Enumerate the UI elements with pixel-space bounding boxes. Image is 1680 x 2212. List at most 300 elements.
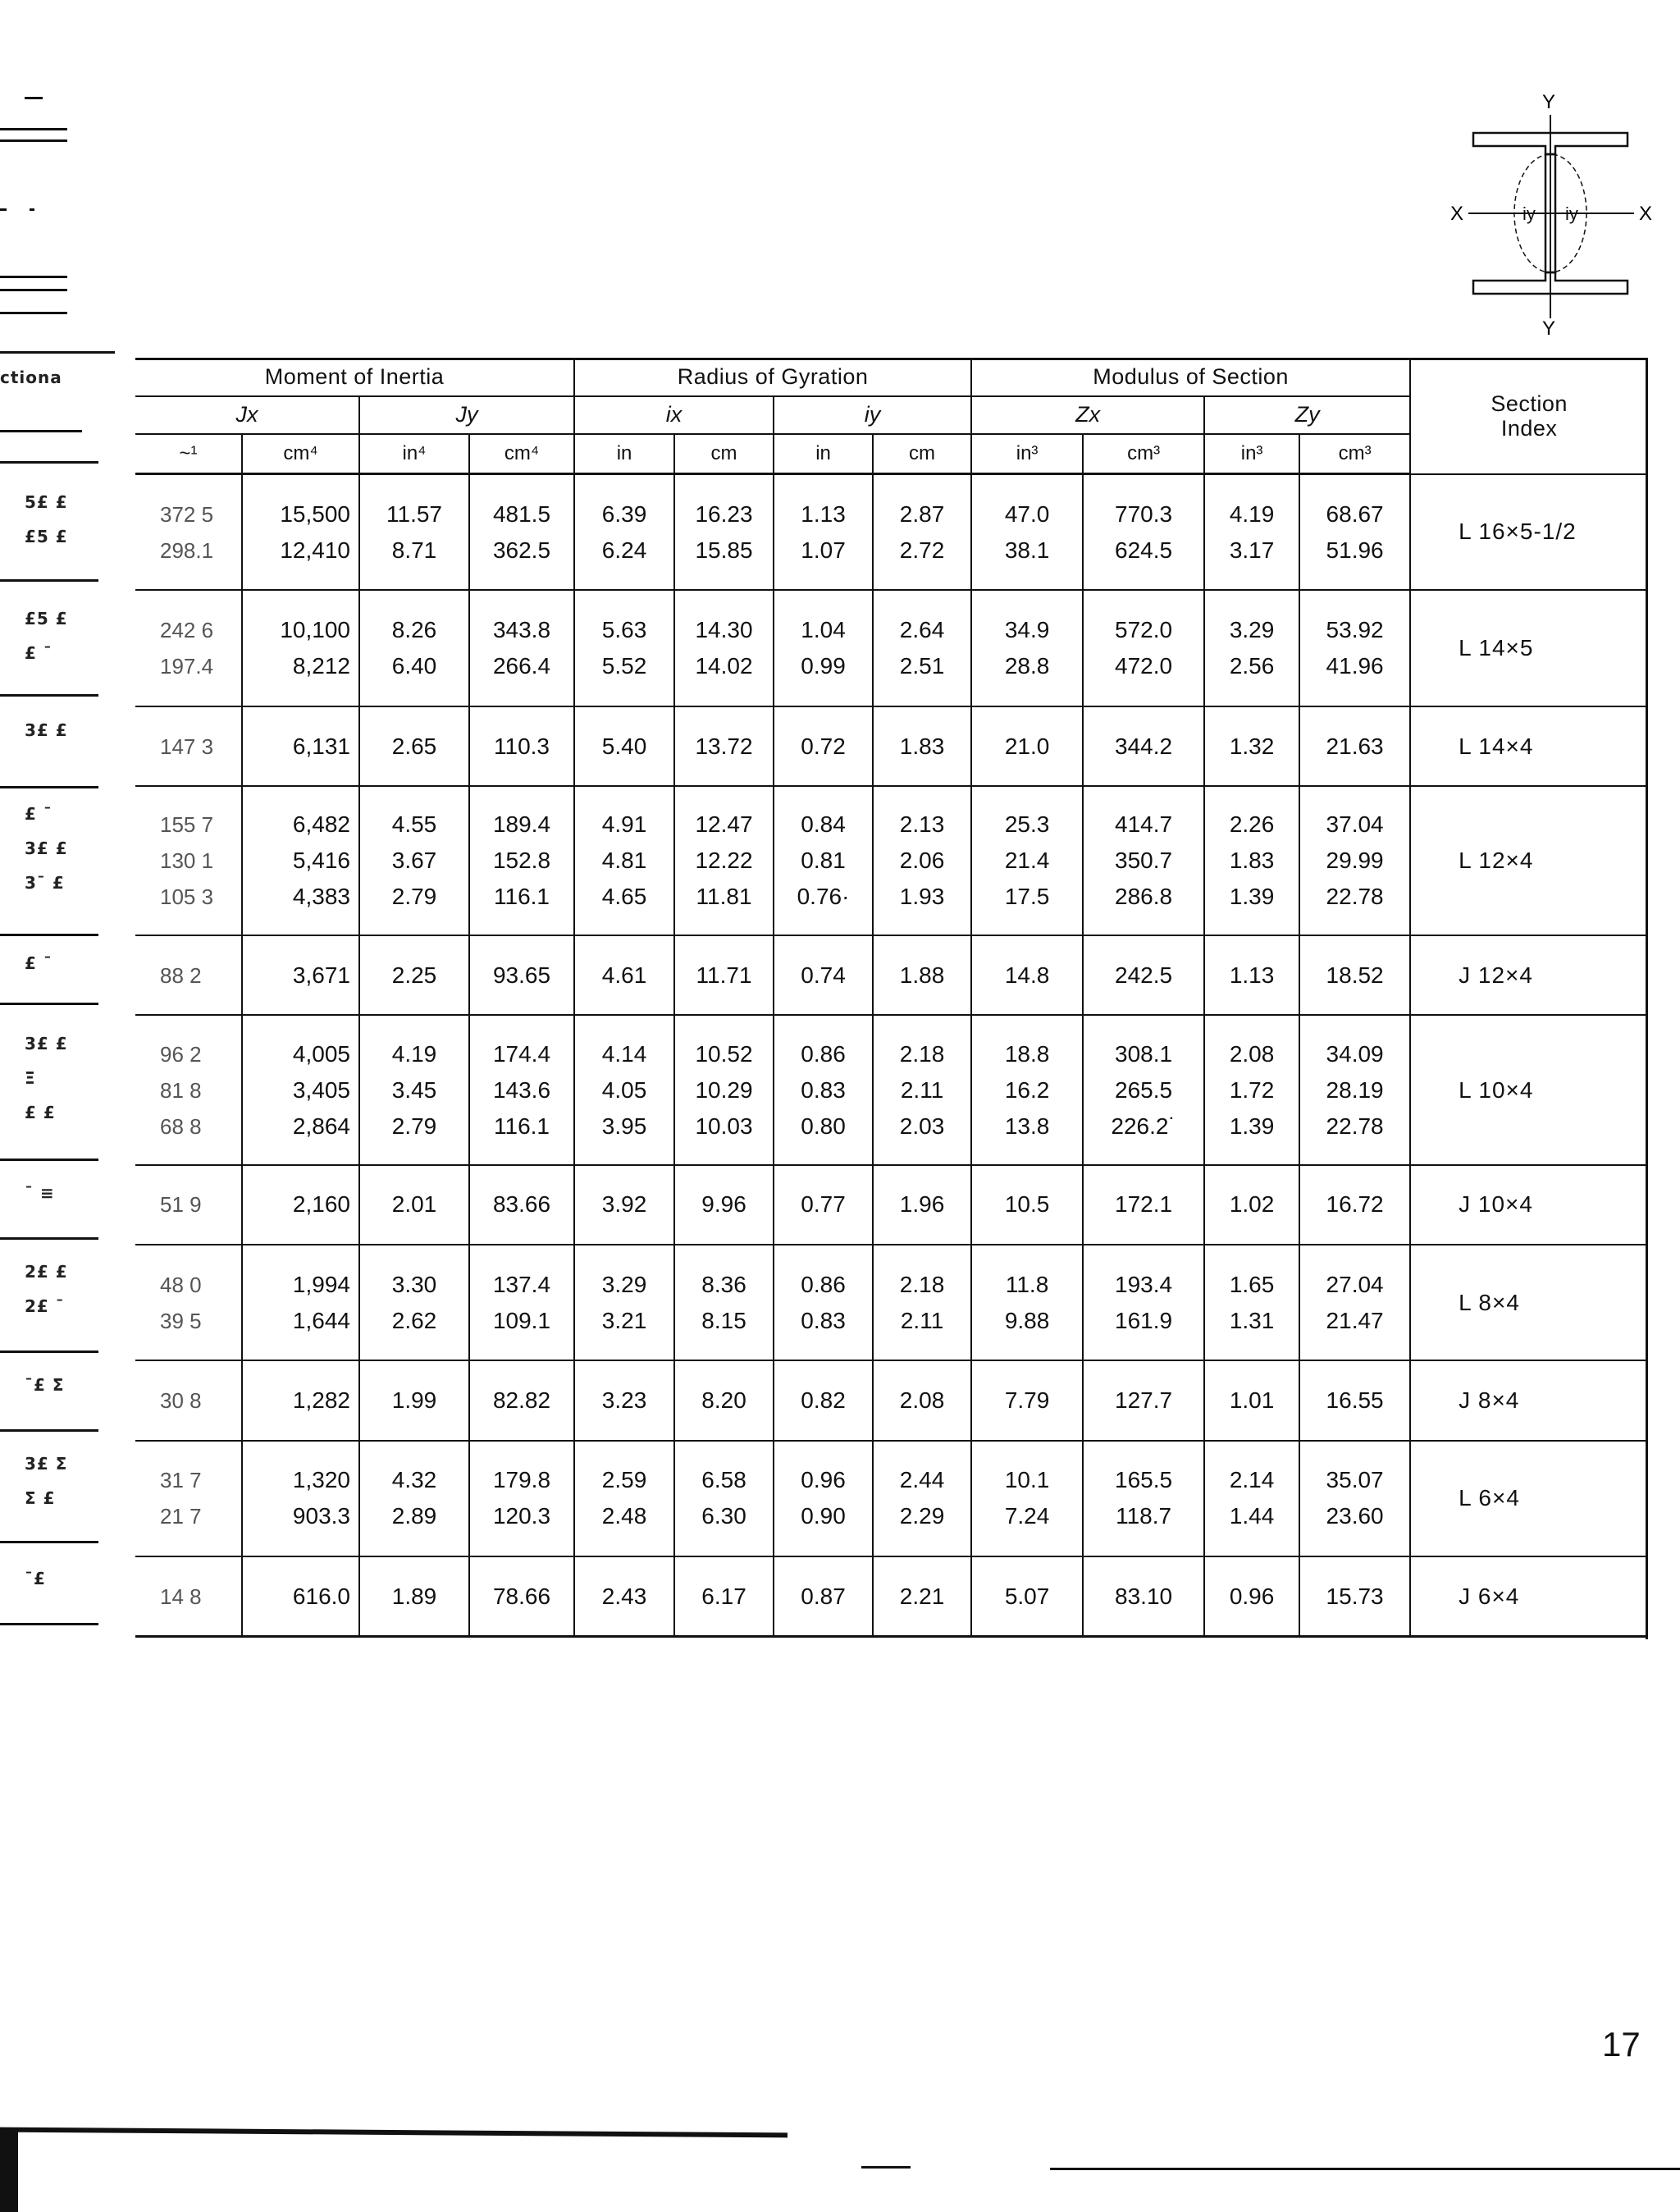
axis-x-left-label: X <box>1449 203 1464 225</box>
partial-area-cell <box>135 590 242 706</box>
data-cell-value: 21.47 <box>1326 1307 1384 1333</box>
data-cell-value: 38.1 <box>1004 537 1050 563</box>
data-cell <box>1204 1360 1299 1440</box>
unit-header: in <box>774 434 873 474</box>
data-cell <box>674 590 774 706</box>
data-cell <box>242 1360 359 1440</box>
data-cell-value: 2.11 <box>900 1076 944 1103</box>
data-cell <box>359 706 469 786</box>
data-cell-value: 174.4 <box>492 1040 551 1067</box>
data-cell-value: 152.8 <box>492 848 551 874</box>
data-cell-value: 2.87 <box>899 500 945 527</box>
data-cell-value: 6.30 <box>701 1503 746 1529</box>
group-modulus-of-section: Modulus of Section <box>971 359 1410 396</box>
data-cell-value: 10,100 <box>280 617 350 643</box>
data-cell-value: 172.1 <box>1115 1191 1173 1218</box>
data-cell-value: 2.13 <box>899 811 945 838</box>
data-cell <box>873 1165 971 1245</box>
data-cell <box>873 590 971 706</box>
data-cell-value: 2.14 <box>1229 1467 1275 1493</box>
data-cell <box>1204 590 1299 706</box>
data-cell-value: 83.66 <box>492 1191 551 1218</box>
data-cell-value: 0.84 <box>801 811 846 838</box>
data-cell-value: 18.52 <box>1326 962 1384 988</box>
partial-area-cell-value: 14 8 <box>160 1584 202 1609</box>
data-cell <box>873 1556 971 1636</box>
data-cell <box>971 474 1083 591</box>
data-cell-value: 5.52 <box>601 653 647 679</box>
partial-area-cell-value: 298.1 <box>160 537 214 563</box>
data-cell-value: 1,282 <box>292 1387 350 1413</box>
data-cell-value: 3.29 <box>601 1271 647 1297</box>
data-cell-value: 2.79 <box>391 1113 437 1139</box>
data-cell-value: 93.65 <box>492 962 551 988</box>
section-index-cell: J 6×4 <box>1410 1556 1647 1636</box>
data-cell <box>971 706 1083 786</box>
partial-area-cell-value: 39 5 <box>160 1308 202 1333</box>
data-cell-value: 37.04 <box>1326 811 1384 838</box>
data-cell <box>574 786 674 935</box>
data-cell-value: 4.19 <box>391 1040 437 1067</box>
data-cell-value: 2.43 <box>601 1583 647 1609</box>
partial-area-cell <box>135 1441 242 1557</box>
data-cell <box>469 1165 574 1245</box>
data-cell <box>574 1360 674 1440</box>
data-cell-value: 6,482 <box>292 811 350 838</box>
unit-header: cm³ <box>1083 434 1204 474</box>
data-cell-value: 0.72 <box>801 733 846 759</box>
data-cell-value: 34.9 <box>1004 617 1050 643</box>
data-cell-value: 344.2 <box>1115 733 1173 759</box>
data-cell-value: 16.2 <box>1004 1076 1050 1103</box>
data-cell-value: 343.8 <box>492 617 551 643</box>
data-cell-value: 41.96 <box>1326 653 1384 679</box>
data-cell-value: 10.5 <box>1004 1191 1050 1218</box>
data-cell-value: 127.7 <box>1115 1387 1173 1413</box>
data-cell-value: 28.8 <box>1004 653 1050 679</box>
data-cell <box>1299 1556 1410 1636</box>
data-cell-value: 2,160 <box>292 1191 350 1218</box>
data-cell-value: 624.5 <box>1115 537 1173 563</box>
data-cell <box>574 474 674 591</box>
axis-y-top-label: Y <box>1541 91 1556 113</box>
data-cell <box>242 1015 359 1164</box>
iy-right-label: iy <box>1565 203 1578 224</box>
data-cell <box>574 1015 674 1164</box>
section-index-cell: J 8×4 <box>1410 1360 1647 1440</box>
data-cell <box>469 935 574 1015</box>
data-cell-value: 308.1 <box>1115 1040 1173 1067</box>
data-cell-value: 23.60 <box>1326 1503 1384 1529</box>
data-cell <box>1299 1015 1410 1164</box>
data-cell-value: 4.14 <box>601 1040 647 1067</box>
data-cell-value: 4,383 <box>292 884 350 910</box>
data-cell-value: 1.65 <box>1229 1271 1275 1297</box>
data-cell <box>359 590 469 706</box>
page-number: 17 <box>1602 2025 1641 2063</box>
data-cell <box>774 786 873 935</box>
unit-header: in <box>574 434 674 474</box>
data-cell <box>1204 1165 1299 1245</box>
data-cell-value: 47.0 <box>1004 500 1050 527</box>
channel-section-diagram-svg <box>1444 90 1657 336</box>
partial-area-cell-value: 31 7 <box>160 1468 202 1493</box>
subgroup-zy: Zy <box>1204 396 1410 435</box>
data-cell-value: 0.83 <box>801 1307 846 1333</box>
partial-area-cell <box>135 1360 242 1440</box>
data-cell <box>469 1441 574 1557</box>
data-cell-value: 0.74 <box>801 962 846 988</box>
data-cell-value: 13.8 <box>1004 1113 1050 1139</box>
data-cell-value: 0.77 <box>801 1191 846 1218</box>
partial-area-cell-value: 242 6 <box>160 618 214 643</box>
data-cell-value: 29.99 <box>1326 848 1384 874</box>
data-cell-value: 8.71 <box>391 537 437 563</box>
data-cell <box>1299 1245 1410 1361</box>
data-cell-value: 179.8 <box>492 1467 551 1493</box>
data-cell <box>359 786 469 935</box>
partial-area-cell-value: 372 5 <box>160 501 214 527</box>
data-cell <box>971 1360 1083 1440</box>
partial-area-cell <box>135 474 242 591</box>
data-cell-value: 2.11 <box>900 1307 944 1333</box>
data-cell-value: 4.05 <box>601 1076 647 1103</box>
data-cell-value: 616.0 <box>292 1583 350 1609</box>
data-cell-value: 2.64 <box>899 617 945 643</box>
data-cell <box>469 590 574 706</box>
axis-x-right-label: X <box>1638 203 1653 225</box>
data-cell <box>1083 1015 1204 1164</box>
data-cell-value: 3.92 <box>601 1191 647 1218</box>
data-cell-value: 11.71 <box>696 962 752 988</box>
data-cell <box>1299 590 1410 706</box>
partial-area-cell-value: 197.4 <box>160 654 214 679</box>
data-cell-value: 189.4 <box>492 811 551 838</box>
data-cell-value: 13.72 <box>695 733 753 759</box>
data-cell-value: 1.02 <box>1229 1191 1275 1218</box>
data-cell-value: 10.52 <box>695 1040 753 1067</box>
subgroup-zx: Zx <box>971 396 1204 435</box>
data-cell <box>1204 1556 1299 1636</box>
data-cell <box>574 1245 674 1361</box>
data-cell <box>1083 1441 1204 1557</box>
data-cell <box>1083 786 1204 935</box>
data-cell-value: 1.89 <box>391 1583 437 1609</box>
unit-header: cm⁴ <box>469 434 574 474</box>
data-cell <box>873 1245 971 1361</box>
data-cell <box>674 1556 774 1636</box>
data-cell <box>242 1165 359 1245</box>
data-cell-value: 0.81 <box>801 848 846 874</box>
data-cell-value: 2.44 <box>899 1467 945 1493</box>
data-cell <box>971 935 1083 1015</box>
partial-area-cell-value: 96 2 <box>160 1041 202 1067</box>
partial-area-cell <box>135 1556 242 1636</box>
partial-area-cell-value: 81 8 <box>160 1077 202 1103</box>
data-cell <box>1299 786 1410 935</box>
data-cell-value: 109.1 <box>492 1307 551 1333</box>
table-row <box>135 1441 1647 1557</box>
data-cell <box>1299 706 1410 786</box>
data-cell-value: 0.96 <box>801 1467 846 1493</box>
data-cell <box>359 1556 469 1636</box>
section-index-cell: L 6×4 <box>1410 1441 1647 1557</box>
data-cell <box>359 474 469 591</box>
data-cell-value: 0.86 <box>801 1271 846 1297</box>
partial-area-cell-value: 88 2 <box>160 962 202 988</box>
data-cell <box>674 786 774 935</box>
data-cell-value: 0.99 <box>801 653 846 679</box>
data-cell-value: 350.7 <box>1115 848 1173 874</box>
data-cell-value: 1,644 <box>292 1307 350 1333</box>
unit-header: in³ <box>1204 434 1299 474</box>
data-cell <box>774 1556 873 1636</box>
data-cell-value: 3.45 <box>391 1076 437 1103</box>
data-cell-value: 118.7 <box>1116 1503 1172 1529</box>
section-index-cell: L 12×4 <box>1410 786 1647 935</box>
data-cell <box>1299 474 1410 591</box>
data-cell <box>774 1360 873 1440</box>
data-cell <box>971 1015 1083 1164</box>
data-cell-value: 1.01 <box>1229 1387 1275 1413</box>
data-cell <box>1204 935 1299 1015</box>
section-index-cell: L 14×5 <box>1410 590 1647 706</box>
data-cell-value: 34.09 <box>1326 1040 1384 1067</box>
data-cell-value: 1.31 <box>1229 1307 1275 1333</box>
data-cell-value: 0.80 <box>801 1113 846 1139</box>
table-row <box>135 1556 1647 1636</box>
data-cell-value: 3.17 <box>1229 537 1275 563</box>
data-cell <box>1299 935 1410 1015</box>
data-cell <box>469 1245 574 1361</box>
data-cell-value: 3,671 <box>292 962 350 988</box>
section-index-cell: L 8×4 <box>1410 1245 1647 1361</box>
data-cell-value: 3.29 <box>1229 617 1275 643</box>
data-cell <box>774 1441 873 1557</box>
data-cell-value: 2,864 <box>292 1113 350 1139</box>
subgroup-iy: iy <box>774 396 971 435</box>
unit-header: cm³ <box>1299 434 1410 474</box>
partial-area-cell <box>135 1165 242 1245</box>
data-cell-value: 15.85 <box>695 537 753 563</box>
section-index-header: Section Index <box>1410 359 1647 474</box>
data-cell-value: 1.88 <box>899 962 945 988</box>
subgroup-jx: Jx <box>135 396 359 435</box>
partial-area-cell-value: 30 8 <box>160 1387 202 1413</box>
data-cell-value: 68.67 <box>1326 500 1384 527</box>
data-cell-value: 51.96 <box>1326 537 1384 563</box>
data-cell <box>574 706 674 786</box>
table-row <box>135 1015 1647 1164</box>
data-cell-value: 8.26 <box>391 617 437 643</box>
data-cell <box>774 1245 873 1361</box>
data-cell <box>774 706 873 786</box>
data-cell-value: 8,212 <box>292 653 350 679</box>
data-cell-value: 2.62 <box>391 1307 437 1333</box>
partial-area-cell-value: 51 9 <box>160 1192 202 1218</box>
data-cell-value: 12.47 <box>695 811 753 838</box>
data-cell <box>469 1015 574 1164</box>
data-cell-value: 0.87 <box>801 1583 846 1609</box>
data-cell <box>1083 474 1204 591</box>
data-cell-value: 770.3 <box>1115 500 1173 527</box>
data-cell <box>242 935 359 1015</box>
data-cell-value: 5.63 <box>601 617 647 643</box>
data-cell <box>1083 1165 1204 1245</box>
data-cell-value: 1.07 <box>801 537 846 563</box>
data-cell-value: 25.3 <box>1004 811 1050 838</box>
data-cell <box>674 1165 774 1245</box>
partial-area-cell <box>135 786 242 935</box>
data-cell-value: 0.90 <box>801 1503 846 1529</box>
table-row <box>135 590 1647 706</box>
data-cell-value: 9.96 <box>701 1191 746 1218</box>
subgroup-ix: ix <box>574 396 774 435</box>
data-cell-value: 21.0 <box>1004 733 1050 759</box>
data-cell-value: 2.25 <box>391 962 437 988</box>
partial-area-cell-value: 155 7 <box>160 812 214 838</box>
data-cell-value: 14.8 <box>1004 962 1050 988</box>
data-cell-value: 2.08 <box>899 1387 945 1413</box>
data-cell-value: 1.93 <box>899 884 945 910</box>
data-cell <box>242 590 359 706</box>
data-cell <box>873 1360 971 1440</box>
data-cell-value: 1.13 <box>1229 962 1275 988</box>
data-cell-value: 1.83 <box>899 733 945 759</box>
data-cell-value: 903.3 <box>292 1503 350 1529</box>
data-cell-value: 6.17 <box>701 1583 746 1609</box>
data-cell-value: 4.91 <box>601 811 647 838</box>
data-cell <box>1299 1165 1410 1245</box>
data-cell <box>774 1015 873 1164</box>
data-cell-value: 1,320 <box>292 1467 350 1493</box>
data-cell <box>873 1015 971 1164</box>
table-row <box>135 706 1647 786</box>
data-cell-value: 8.15 <box>701 1307 746 1333</box>
data-cell-value: 2.51 <box>899 653 945 679</box>
data-cell-value: 18.8 <box>1004 1040 1050 1067</box>
table-row <box>135 474 1647 591</box>
data-cell <box>574 590 674 706</box>
data-cell-value: 5.07 <box>1004 1583 1050 1609</box>
table-row <box>135 786 1647 935</box>
partial-area-cell-value: 105 3 <box>160 884 214 910</box>
data-cell-value: 2.65 <box>391 733 437 759</box>
data-cell <box>674 706 774 786</box>
unit-header: in⁴ <box>359 434 469 474</box>
data-cell-value: 0.76· <box>797 884 850 910</box>
data-cell-value: 2.56 <box>1229 653 1275 679</box>
data-cell-value: 1,994 <box>292 1271 350 1297</box>
data-cell-value: 10.1 <box>1004 1467 1050 1493</box>
data-cell-value: 1.39 <box>1229 1113 1275 1139</box>
data-cell-value: 2.79 <box>391 884 437 910</box>
table-row <box>135 1245 1647 1361</box>
data-cell <box>359 1441 469 1557</box>
data-cell-value: 6.24 <box>601 537 647 563</box>
data-cell <box>873 706 971 786</box>
data-cell-value: 3,405 <box>292 1076 350 1103</box>
data-cell-value: 12.22 <box>695 848 753 874</box>
data-cell <box>873 935 971 1015</box>
data-cell <box>469 1556 574 1636</box>
section-index-cell: J 12×4 <box>1410 935 1647 1015</box>
data-cell-value: 21.4 <box>1004 848 1050 874</box>
partial-area-cell <box>135 1245 242 1361</box>
data-cell-value: 266.4 <box>492 653 551 679</box>
data-cell-value: 82.82 <box>492 1387 551 1413</box>
data-cell-value: 11.8 <box>1005 1271 1049 1297</box>
data-cell <box>1204 706 1299 786</box>
data-cell <box>1299 1360 1410 1440</box>
data-cell-value: 1.96 <box>899 1191 945 1218</box>
data-cell <box>359 935 469 1015</box>
data-cell <box>1083 590 1204 706</box>
data-cell-value: 143.6 <box>492 1076 551 1103</box>
data-cell <box>774 935 873 1015</box>
partial-area-cell <box>135 935 242 1015</box>
section-diagram <box>1444 90 1657 336</box>
data-cell <box>674 1441 774 1557</box>
data-cell-value: 2.18 <box>899 1040 945 1067</box>
group-radius-of-gyration: Radius of Gyration <box>574 359 971 396</box>
data-cell-value: 6.40 <box>391 653 437 679</box>
data-cell-value: 2.03 <box>899 1113 945 1139</box>
data-cell-value: 15.73 <box>1326 1583 1384 1609</box>
data-cell-value: 1.83 <box>1229 848 1275 874</box>
data-cell <box>674 1360 774 1440</box>
data-cell <box>574 935 674 1015</box>
data-cell <box>574 1556 674 1636</box>
table-row <box>135 1165 1647 1245</box>
data-cell-value: 116.1 <box>494 1113 550 1139</box>
data-cell-value: 5.40 <box>601 733 647 759</box>
partial-area-cell-value: 130 1 <box>160 848 214 874</box>
data-cell-value: 4.32 <box>391 1467 437 1493</box>
data-cell <box>359 1360 469 1440</box>
data-cell-value: 2.26 <box>1229 811 1275 838</box>
data-cell-value: 5,416 <box>292 848 350 874</box>
data-cell <box>1083 1245 1204 1361</box>
data-cell <box>774 474 873 591</box>
data-cell-value: 137.4 <box>492 1271 551 1297</box>
data-cell <box>1204 1441 1299 1557</box>
data-cell-value: 22.78 <box>1326 1113 1384 1139</box>
data-cell <box>469 786 574 935</box>
data-cell <box>359 1165 469 1245</box>
data-cell-value: 472.0 <box>1115 653 1173 679</box>
data-cell-value: 9.88 <box>1004 1307 1050 1333</box>
data-cell <box>574 1441 674 1557</box>
data-cell-value: 4.61 <box>601 962 647 988</box>
partial-area-cell <box>135 706 242 786</box>
data-cell-value: 110.3 <box>494 733 550 759</box>
data-cell-value: 2.06 <box>899 848 945 874</box>
data-cell-value: 1.72 <box>1229 1076 1275 1103</box>
unit-header: cm <box>873 434 971 474</box>
data-cell-value: 362.5 <box>492 537 551 563</box>
data-cell <box>574 1165 674 1245</box>
data-cell <box>674 1015 774 1164</box>
data-cell-value: 3.30 <box>391 1271 437 1297</box>
data-cell <box>469 1360 574 1440</box>
partial-area-cell-value: 68 8 <box>160 1113 202 1139</box>
data-cell <box>674 1245 774 1361</box>
data-cell-value: 265.5 <box>1115 1076 1173 1103</box>
data-cell-value: 120.3 <box>492 1503 551 1529</box>
data-cell-value: 6.39 <box>601 500 647 527</box>
partial-area-cell <box>135 1015 242 1164</box>
